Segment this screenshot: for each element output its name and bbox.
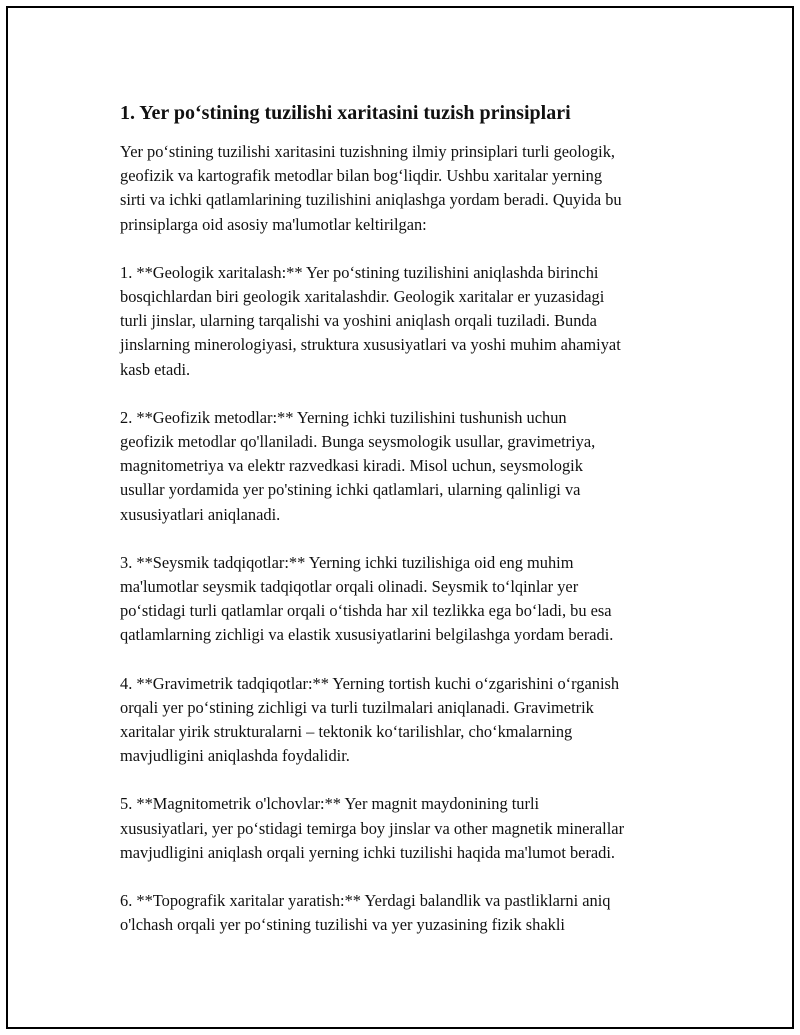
text-line: o'lchash orqali yer po‘stining tuzilishi va yer yuzasining fizik shakli [120,915,565,935]
document-content [120,100,696,961]
text-line: mavjudligini aniqlash orqali yerning ichki tuzilishi haqida ma'lumot beradi. [120,842,616,862]
paragraph [120,261,696,382]
paragraph [120,551,696,648]
text-line: orqali yer po‘stining zichligi va turli tuzilmalari aniqlanadi. Gravimetrik [120,697,594,717]
text-line: turli jinslar, ularning tarqalishi va yoshini aniqlash orqali tuziladi. Bunda [120,311,597,331]
text-line: 4. **Gravimetrik tadqiqotlar:** Yerning tortish kuchi o‘zgarishini o‘rganish [120,673,620,693]
text-line: ma'lumotlar seysmik tadqiqotlar orqali olinadi. Seysmik to‘lqinlar yer [120,577,579,597]
text-line: mavjudligini aniqlashda foydalidir. [120,746,350,766]
text-line: po‘stidagi turli qatlamlar orqali o‘tishda har xil tezlikka ega bo‘ladi, bu esa [120,601,612,621]
text-line: 5. **Magnitometrik o'lchovlar:** Yer magnit maydonining turli [120,794,540,814]
text-line: sirti va ichki qatlamlarining tuzilishini aniqlashga yordam beradi. Quyida bu [120,190,622,210]
text-line: qatlamlarning zichligi va elastik xususiyatlarini belgilashga yordam beradi. [120,625,614,645]
paragraph [120,672,696,769]
text-line: magnitometriya va elektr razvedkasi kiradi. Misol uchun, seysmologik [120,456,583,476]
paragraph [120,406,696,527]
text-line: xususiyatlari, yer po‘stidagi temirga boy jinslar va other magnetik minerallar [120,818,625,838]
text-line: xaritalar yirik strukturalarni – tektonik ko‘tarilishlar, cho‘kmalarning [120,722,573,742]
text-line: 3. **Seysmik tadqiqotlar:** Yerning ichki tuzilishiga oid eng muhim [120,552,574,572]
paragraph [120,140,696,237]
text-line: prinsiplarga oid asosiy ma'lumotlar keltirilgan: [120,214,427,234]
text-line: geofizik metodlar qo'llaniladi. Bunga seysmologik usullar, gravimetriya, [120,432,596,452]
text-line: geofizik va kartografik metodlar bilan bog‘liqdir. Ushbu xaritalar yerning [120,166,603,186]
text-line: usullar yordamida yer po'stining ichki qatlamlari, ularning qalinligi va [120,480,581,500]
paragraph-list [120,140,696,937]
paragraph [120,792,696,865]
text-line: 2. **Geofizik metodlar:** Yerning ichki tuzilishini tushunish uchun [120,407,567,427]
text-line: 6. **Topografik xaritalar yaratish:** Yerdagi balandlik va pastliklarni aniq [120,891,611,911]
paragraph [120,889,696,937]
document-page [6,6,794,1029]
document-title: 1. Yer po‘stining tuzilishi xaritasini tuzish prinsiplari [120,102,571,124]
text-line: Yer po‘stining tuzilishi xaritasini tuzishning ilmiy prinsiplari turli geologik, [120,142,616,161]
text-line: xususiyatlari aniqlanadi. [120,504,281,524]
text-line: 1. **Geologik xaritalash:** Yer po‘stining tuzilishini aniqlashda birinchi [120,262,599,282]
text-line: bosqichlardan biri geologik xaritalashdir. Geologik xaritalar er yuzasidagi [120,287,605,307]
text-line: kasb etadi. [120,359,191,379]
text-line: jinslarning minerologiyasi, struktura xususiyatlari va yoshi muhim ahamiyat [120,335,621,355]
